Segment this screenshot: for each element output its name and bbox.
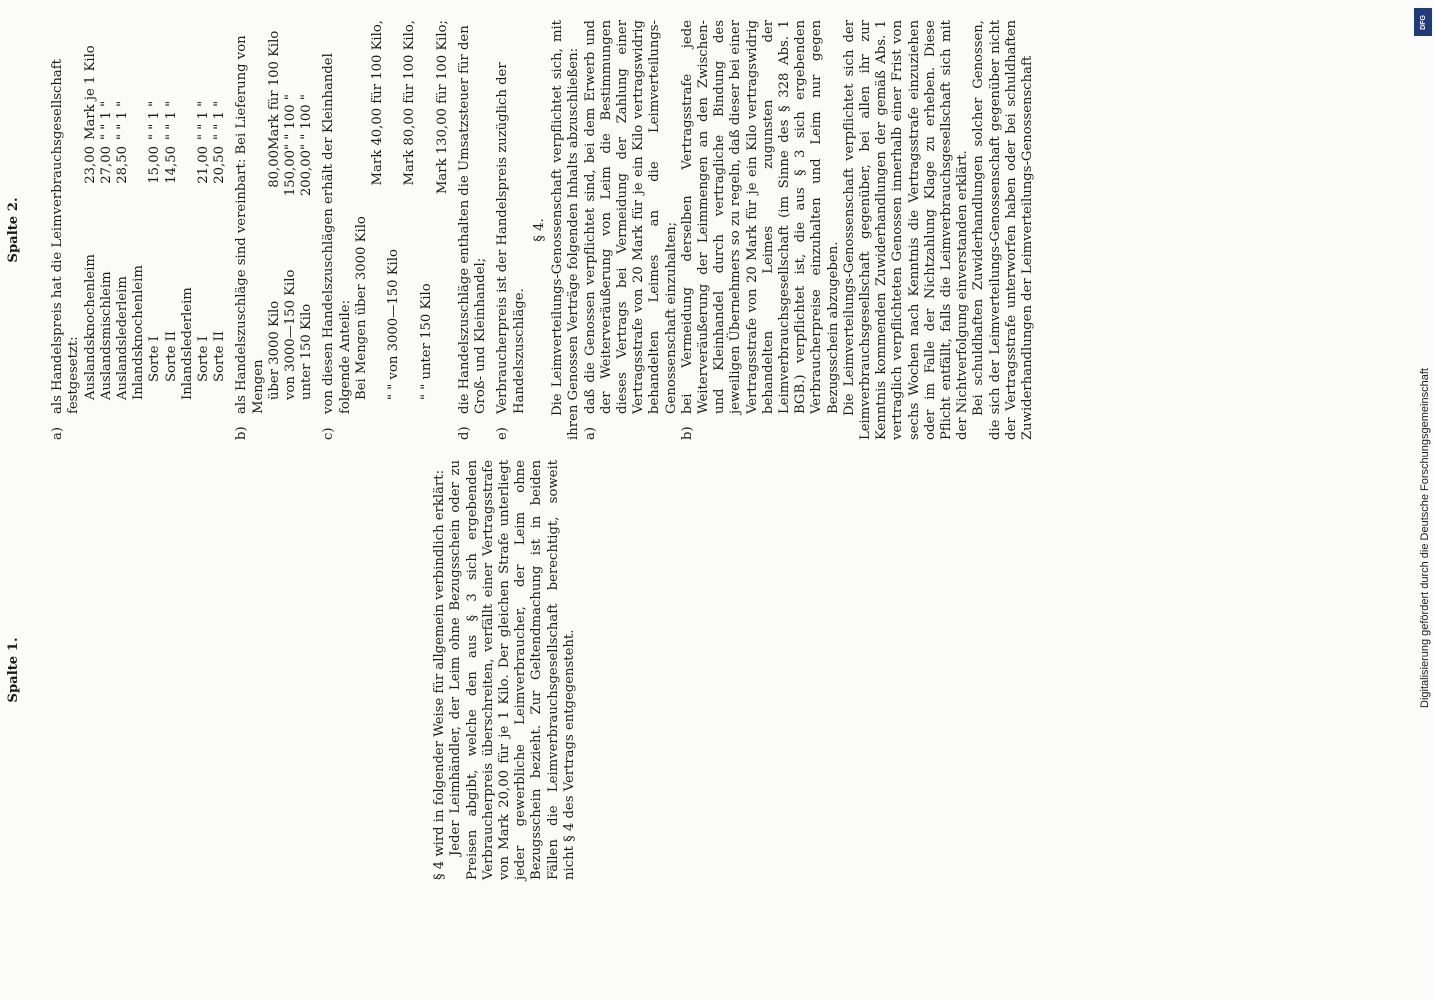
price-row <box>147 20 163 440</box>
price-label: Inlandsknochenleim <box>131 265 147 400</box>
price-label: Auslandsmischleim <box>98 271 114 400</box>
price-value: 23,00 <box>82 146 98 184</box>
surcharge-value: 200,00 <box>299 150 315 197</box>
price-row <box>83 20 99 440</box>
surcharge-label: über 3000 Kilo <box>266 300 282 400</box>
column-1-body: Jeder Leimhändler, der Leim ohne Bezugsschein oder zu Preisen abgibt, welche den aus § 3 sich ergebenden Verbraucherpreis überschreiten, verfällt einer Vertragsstrafe von Mark 20,00 für je 1 Kilo. Der gleichen Strafe unterliegt jeder gewerbliche Leimverbraucher, der Leim ohne Bezugsschein bezieht. Zur Geltendmachung ist in beiden Fällen die Leimverbrauchsgesellschaft berechtigt, soweit nicht § 4 des Vertrags entgegensteht. <box>448 460 577 880</box>
price-value: 21,00 <box>196 146 212 184</box>
c-line: Bei Mengen über 3000 Kilo <box>353 216 369 400</box>
price-row <box>131 20 147 440</box>
surcharge-unit: Mark für 100 Kilo <box>266 30 282 150</box>
price-label: Inlandslederleim <box>179 287 195 400</box>
price-row <box>99 20 115 440</box>
surcharge-row <box>299 20 315 440</box>
price-label: Sorte I <box>147 336 163 382</box>
section-4-paragraph-1: Die Leimverteilungs-Genossenschaft verpflichtet sich der Leimverbrauchsgesellschaft gegenüber, bei allen ihr zur Kenntnis kommenden Zuwiderhandlungen der gemäß Abs. 1 vertraglich verpflichteten Genossen innerhalb einer Frist von sechs Wochen nach Kenntnis die Vertragsstrafe einzuziehen oder im Falle der Nichtzahlung Klage zu erheben. Diese Pflicht entfällt, falls die Leimverbrauchsgesellschaft sich mit der Nichtverfolgung einverstanden erklärt. <box>841 20 971 440</box>
price-label: Auslandsknochenleim <box>82 254 98 400</box>
price-label: Sorte II <box>212 331 228 382</box>
price-value: 14,50 <box>163 146 179 184</box>
c-line: " " von 3000—150 Kilo <box>386 249 402 400</box>
price-unit: " " 1 " <box>115 100 131 140</box>
column-1 <box>6 460 578 880</box>
price-label: Auslandslederleim <box>115 276 131 400</box>
digitization-credit: Digitalisierung gefördert durch die Deutsche Forschungsgemeinschaft <box>1419 368 1431 708</box>
surcharge-unit: " " 100 " <box>299 94 315 150</box>
c-line: " " unter 150 Kilo <box>418 283 434 400</box>
price-unit: " " 1 " <box>163 100 179 140</box>
price-list <box>83 20 229 440</box>
section-4-item-b: b) bei Vermeidung derselben Vertragsstrafe jede Weiterveräußerung der Leimmengen an den Zwischen- und Kleinhandel durch vertragliche Bindung des jeweiligen Übernehmers so zu regeln, daß dieser bei einer Vertragsstrafe von 20 Mark für je ein Kilo vertragswidrig behandelten Leimes zugunsten der Leimverbrauchsgesellschaft (im Sinne des § 328 Abs. 1 BGB.) verpflichtet ist, die aus § 3 sich ergebenden Verbraucherpreise einzuhalten und Leim nur gegen Bezugsschein abzugeben. <box>679 20 841 440</box>
dfg-logo: DFG <box>1414 8 1432 36</box>
price-row <box>212 20 228 440</box>
dfg-credit <box>1412 8 1434 708</box>
price-row <box>180 20 196 440</box>
price-unit: " " 1 " <box>212 100 228 140</box>
surcharge-list <box>267 20 316 440</box>
surcharge-row <box>267 20 283 440</box>
price-row <box>196 20 212 440</box>
price-value <box>131 146 147 216</box>
price-value: 15,00 <box>147 146 163 184</box>
price-label: Sorte I <box>196 336 212 382</box>
section-4-intro: Die Leimverteilungs-Genossenschaft verpflichtet sich, mit ihren Genossen Verträge folgenden Inhalts abzuschließen: <box>550 20 582 440</box>
price-value: 28,50 <box>115 146 131 184</box>
item-a: a) als Handelspreis hat die Leimverbrauchsgesellschaft festgesetzt: <box>50 59 82 440</box>
section-4-heading: § 4. <box>531 218 547 242</box>
surcharge-label: unter 150 Kilo <box>299 303 315 400</box>
price-value <box>180 146 196 216</box>
column-1-heading: Spalte 1. <box>6 637 21 703</box>
column-2 <box>6 20 1036 440</box>
item-e: e) Verbraucherpreis ist der Handelspreis zuzüglich der Handelszuschläge. <box>495 62 527 440</box>
price-unit <box>131 20 147 146</box>
price-unit: " " 1 " <box>147 100 163 140</box>
column-2-heading: Spalte 2. <box>6 197 21 263</box>
column-1-intro: § 4 wird in folgender Weise für allgemein verbindlich erklärt: <box>432 469 448 880</box>
item-c: c) von diesen Handelszuschlägen erhält der Kleinhandel folgende Anteile: <box>321 53 353 440</box>
surcharge-value: 80,00 <box>266 150 282 188</box>
section-4-item-a: a) daß die Genossen verpflichtet sind, bei dem Erwerb und der Weiterveräußerung von Leim die Bestimmungen dieses Vertrags bei Vermeidung der Zahlung einer Vertragsstrafe von 20 Mark für je ein Kilo vertragswidrig behandelten Leimes an die Leimverteilungs-Genossenschaft einzuhalten; <box>582 20 679 440</box>
section-4-paragraph-2: Bei schuldhaften Zuwiderhandlungen solcher Genossen, die sich der Leimverteilungs-Genossenschaft gegenüber nicht der Vertragsstrafe unterworfen haben oder bei schuldhaften Zuwiderhandlungen der Leimverteilungs-Genossenschaft <box>971 20 1035 440</box>
price-label: Sorte II <box>163 331 179 382</box>
price-row <box>164 20 180 440</box>
c-shares <box>354 20 451 440</box>
item-d: d) die Handelszuschläge enthalten die Umsatzsteuer für den Groß- und Kleinhandel; <box>457 25 489 440</box>
price-unit <box>180 20 196 146</box>
c-line: Mark 80,00 für 100 Kilo, <box>402 20 418 186</box>
price-value: 27,00 <box>98 146 114 184</box>
price-unit: " " 1 " <box>196 100 212 140</box>
surcharge-label: von 3000—150 Kilo <box>283 269 299 400</box>
c-line: Mark 40,00 für 100 Kilo, <box>370 20 386 186</box>
price-unit: " " 1 " <box>98 100 114 140</box>
price-value: 20,50 <box>212 146 228 184</box>
surcharge-unit: " " 100 " <box>283 94 299 150</box>
surcharge-value: 150,00 <box>283 150 299 197</box>
surcharge-row <box>283 20 299 440</box>
price-row <box>115 20 131 440</box>
item-b: b) als Handelszuschläge sind vereinbart: Bei Lieferung von Mengen <box>234 35 266 440</box>
price-unit: Mark je 1 Kilo <box>82 45 98 140</box>
c-line: Mark 130,00 für 100 Kilo; <box>434 20 450 195</box>
